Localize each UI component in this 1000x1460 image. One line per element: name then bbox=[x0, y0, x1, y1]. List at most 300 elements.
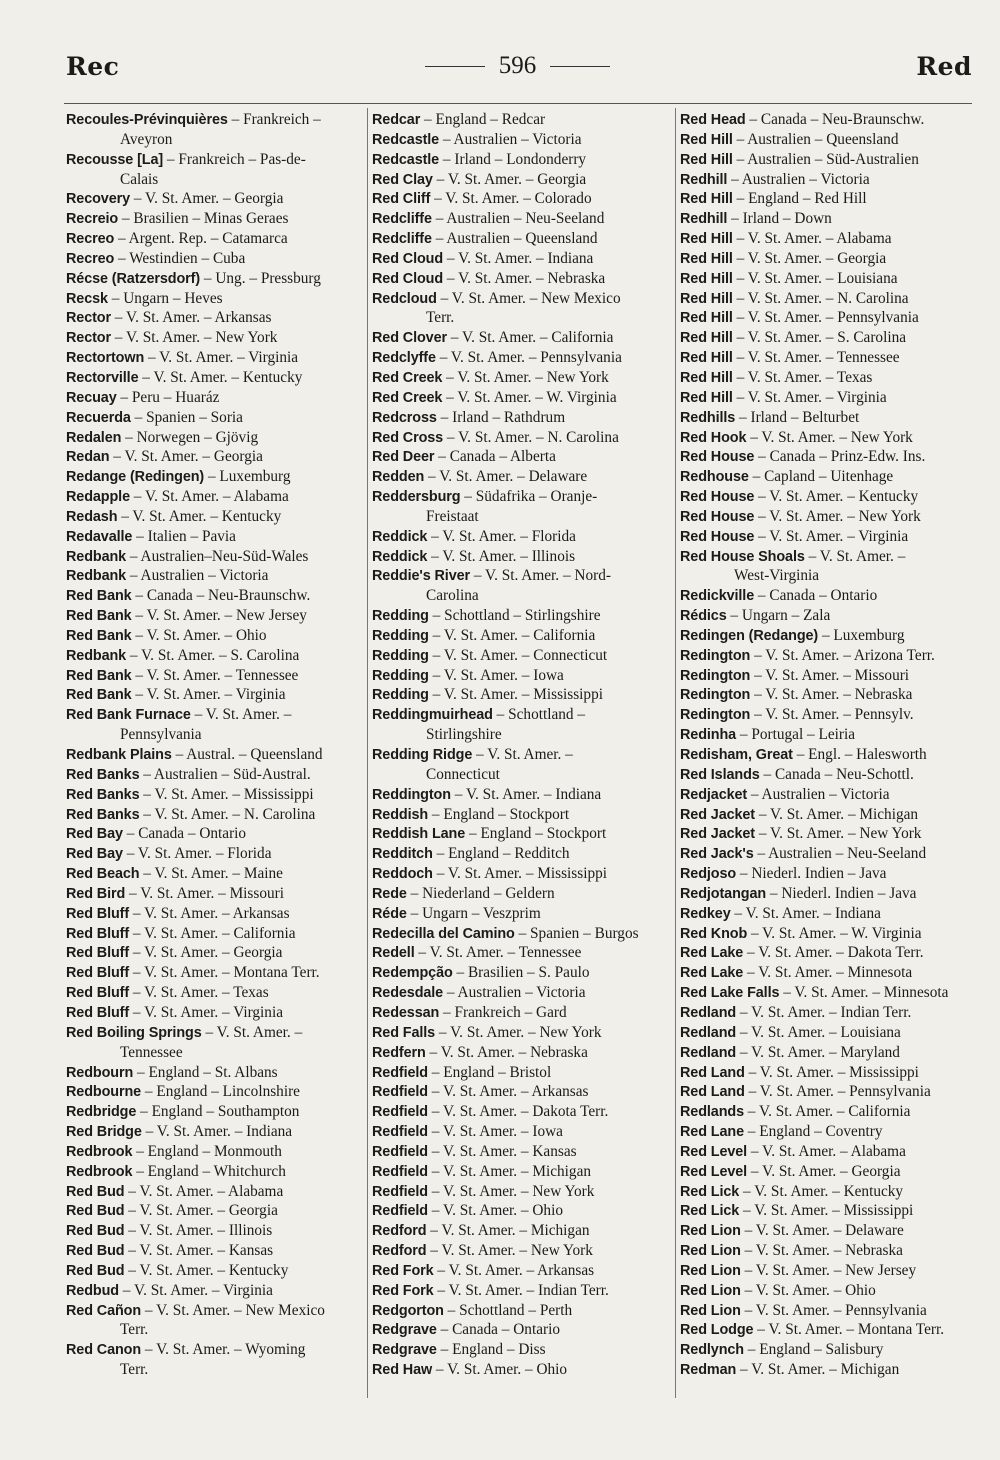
entry-headword: Red Cañon bbox=[66, 1302, 142, 1319]
entry-location: – V. St. Amer. – California bbox=[743, 1103, 911, 1121]
header-rule-left bbox=[425, 66, 485, 67]
entry-headword: Red Bud bbox=[66, 1203, 125, 1220]
gazetteer-entry bbox=[372, 705, 672, 725]
entry-headword: Red House Shoals bbox=[680, 548, 805, 565]
entry-location: – V. St. Amer. – New York bbox=[427, 1182, 595, 1200]
entry-headword: Red Cloud bbox=[372, 270, 444, 287]
entry-headword: Redlynch bbox=[680, 1342, 744, 1359]
entry-headword: Red Bank Furnace bbox=[66, 707, 191, 724]
header-divider bbox=[64, 103, 972, 104]
gazetteer-entry bbox=[680, 467, 976, 487]
entry-headword: Redcross bbox=[372, 409, 437, 426]
entry-location: – V. St. Amer. – Maryland bbox=[736, 1043, 900, 1061]
entry-headword: Red Lake Falls bbox=[680, 985, 780, 1002]
entry-headword: Redhill bbox=[680, 171, 728, 188]
entry-location: – V. St. Amer. – Texas bbox=[732, 368, 873, 386]
gazetteer-entry bbox=[372, 150, 672, 170]
entry-headword: Rédics bbox=[680, 608, 727, 625]
gazetteer-entry bbox=[372, 904, 672, 924]
entry-location: – V. St. Amer. – Indiana bbox=[141, 1123, 293, 1141]
entry-location: – Irland – Down bbox=[727, 210, 832, 228]
continuation-text: Aveyron bbox=[120, 130, 173, 148]
entry-location: – V. St. Amer. – Ohio bbox=[131, 626, 267, 644]
entry-location: – V. St. Amer. – Virginia bbox=[131, 686, 286, 704]
entry-location: – England – Lincolnshire bbox=[141, 1083, 300, 1101]
entry-headword: Redcar bbox=[372, 112, 421, 128]
gazetteer-entry bbox=[372, 467, 672, 487]
entry-location: – V. St. Amer. – Virginia bbox=[129, 1003, 283, 1021]
entry-location: – Australien – Victoria bbox=[443, 984, 586, 1002]
gazetteer-entry bbox=[680, 1023, 976, 1043]
entry-location: – V. St. Amer. – Virginia bbox=[144, 349, 299, 367]
entry-location: – V. St. Amer. – Delaware bbox=[424, 468, 588, 486]
gazetteer-entry bbox=[66, 527, 364, 547]
entry-location: – Irland – Rathdrum bbox=[436, 408, 566, 426]
entry-location: – V. St. Amer. – Connecticut bbox=[428, 646, 608, 664]
entry-headword: Redman bbox=[680, 1362, 737, 1379]
entry-headword: Red Bluff bbox=[66, 965, 130, 982]
entry-location: – V. St. Amer. – Kentucky bbox=[124, 1261, 289, 1279]
gazetteer-entry bbox=[372, 1221, 672, 1241]
gazetteer-entry bbox=[372, 626, 672, 646]
gazetteer-entry bbox=[372, 487, 672, 507]
gazetteer-entry bbox=[66, 1281, 364, 1301]
entry-headword: Red Level bbox=[680, 1143, 748, 1160]
entry-location: – Engl. – Halesworth bbox=[792, 746, 927, 763]
gazetteer-entry bbox=[66, 1221, 364, 1241]
entry-headword: Redbud bbox=[66, 1282, 119, 1299]
entry-headword: Redford bbox=[372, 1223, 427, 1240]
entry-location: – V. St. Amer. – Colorado bbox=[430, 190, 592, 208]
entry-location: – Canada – Neu-Braunschw. bbox=[131, 587, 311, 605]
entry-headword: Redfield bbox=[372, 1143, 428, 1160]
gazetteer-column-3 bbox=[680, 110, 976, 1400]
entry-headword: Red Creek bbox=[372, 389, 443, 406]
entry-headword: Redbank bbox=[66, 647, 127, 664]
entry-location: – Brasilien – S. Paulo bbox=[452, 964, 590, 982]
gazetteer-entry bbox=[66, 289, 364, 309]
entry-headword: Red Bluff bbox=[66, 1004, 130, 1021]
entry-location: – Canada – Ontario bbox=[754, 587, 878, 605]
entry-location: – V. St. Amer. – New York bbox=[755, 825, 922, 843]
entry-location: – Canada – Ontario bbox=[122, 825, 247, 843]
gazetteer-entry bbox=[680, 1102, 976, 1122]
entry-headword: Red Bird bbox=[66, 885, 126, 902]
entry-headword: Red Fork bbox=[372, 1262, 434, 1279]
gazetteer-entry bbox=[66, 1122, 364, 1142]
entry-continuation bbox=[66, 170, 364, 190]
entry-headword: Red Cliff bbox=[372, 191, 431, 208]
gazetteer-entry bbox=[680, 348, 976, 368]
entry-location: – V. St. Amer. – California bbox=[129, 924, 296, 942]
entry-location: – V. St. Amer. – W. Virginia bbox=[747, 924, 922, 942]
entry-headword: Redickville bbox=[680, 588, 755, 605]
entry-location: – V. St. Amer. – Pennsylvania bbox=[740, 1301, 927, 1319]
gazetteer-entry bbox=[372, 606, 672, 626]
entry-headword: Red Banks bbox=[66, 766, 140, 783]
gazetteer-entry bbox=[680, 983, 976, 1003]
entry-headword: Redfield bbox=[372, 1183, 428, 1200]
entry-location: – England – Southampton bbox=[136, 1103, 300, 1121]
entry-headword: Reddoch bbox=[372, 866, 433, 883]
entry-headword: Red Hill bbox=[680, 350, 733, 367]
entry-headword: Red Jacket bbox=[680, 806, 755, 823]
entry-location: – Irland – Belturbet bbox=[735, 408, 860, 426]
entry-location: – Spanien – Soria bbox=[130, 408, 243, 426]
entry-headword: Redgrave bbox=[372, 1342, 437, 1359]
entry-headword: Redjoso bbox=[680, 866, 737, 883]
continuation-text: West-Virginia bbox=[734, 567, 820, 585]
entry-headword: Redesdale bbox=[372, 985, 444, 1002]
gazetteer-entry bbox=[680, 1241, 976, 1261]
entry-headword: Red Bank bbox=[66, 588, 132, 605]
entry-headword: Redland bbox=[680, 1004, 737, 1021]
entry-location: – V. St. Amer. – Mississippi bbox=[428, 686, 603, 704]
entry-headword: Reddick bbox=[372, 548, 428, 565]
entry-location: – V. St. Amer. – Nord- bbox=[470, 567, 611, 585]
entry-location: – Canada – Neu-Schottl. bbox=[759, 765, 914, 783]
entry-location: – Australien – Victoria bbox=[439, 130, 582, 148]
entry-headword: Red Bank bbox=[66, 608, 132, 625]
entry-location: – V. St. Amer. – Arkansas bbox=[433, 1261, 595, 1279]
entry-location: – V. St. Amer. – Alabama bbox=[129, 488, 289, 506]
entry-location: – V. St. Amer. – Kentucky bbox=[117, 507, 282, 525]
entry-headword: Red Lion bbox=[680, 1223, 741, 1240]
gazetteer-entry bbox=[680, 547, 976, 567]
gazetteer-entry bbox=[680, 189, 976, 209]
gazetteer-entry bbox=[680, 1221, 976, 1241]
gazetteer-entry bbox=[680, 963, 976, 983]
entry-headword: Redalen bbox=[66, 429, 122, 446]
gazetteer-entry bbox=[372, 388, 672, 408]
gazetteer-entry bbox=[680, 150, 976, 170]
gazetteer-entry bbox=[372, 428, 672, 448]
entry-headword: Red Lick bbox=[680, 1203, 740, 1220]
entry-location: – V. St. Amer. – Florida bbox=[122, 845, 272, 863]
gazetteer-entry bbox=[372, 824, 672, 844]
entry-location: – V. St. Amer. – New Mexico bbox=[436, 289, 621, 307]
page-number: 596 bbox=[498, 52, 537, 79]
entry-headword: Redbank Plains bbox=[66, 747, 172, 763]
entry-headword: Red Bluff bbox=[66, 985, 130, 1002]
gazetteer-entry bbox=[372, 943, 672, 963]
entry-headword: Red Lick bbox=[680, 1183, 740, 1200]
gazetteer-entry bbox=[66, 1182, 364, 1202]
gazetteer-entry bbox=[372, 1360, 672, 1380]
entry-headword: Red Land bbox=[680, 1064, 745, 1081]
entry-location: – Australien – Victoria bbox=[747, 785, 890, 803]
gazetteer-entry bbox=[66, 824, 364, 844]
gazetteer-entry bbox=[372, 844, 672, 864]
gazetteer-entry bbox=[680, 229, 976, 249]
entry-location: – V. St. Amer. – New York bbox=[754, 507, 921, 525]
gazetteer-entry bbox=[66, 1201, 364, 1221]
entry-location: – Westindien – Cuba bbox=[114, 249, 246, 267]
gazetteer-entry bbox=[680, 1082, 976, 1102]
entry-location: – Schottland – Stirlingshire bbox=[428, 607, 601, 625]
entry-location: – V. St. Amer. – Georgia bbox=[130, 190, 284, 208]
gazetteer-entry bbox=[372, 1201, 672, 1221]
entry-headword: Red Level bbox=[680, 1163, 748, 1180]
gazetteer-entry bbox=[66, 487, 364, 507]
entry-headword: Reddick bbox=[372, 528, 428, 545]
entry-headword: Redange (Redingen) bbox=[66, 469, 205, 486]
entry-headword: Reddington bbox=[372, 786, 451, 803]
entry-headword: Red Lion bbox=[680, 1243, 741, 1260]
gazetteer-entry bbox=[372, 1023, 672, 1043]
entry-location: – V. St. Amer. – Pennsylv. bbox=[750, 706, 914, 724]
entry-location: – Canada – Ontario bbox=[436, 1321, 560, 1339]
gazetteer-entry bbox=[66, 566, 364, 586]
entry-location: – England – Stockport bbox=[465, 825, 607, 843]
gazetteer-entry bbox=[372, 646, 672, 666]
gazetteer-entry bbox=[372, 685, 672, 705]
entry-headword: Red Jacket bbox=[680, 826, 755, 843]
entry-location: – England – Coventry bbox=[743, 1123, 883, 1141]
entry-location: – Niederland – Geldern bbox=[406, 884, 555, 902]
entry-location: – V. St. Amer. – Montana Terr. bbox=[753, 1321, 945, 1339]
entry-location: – Spanien – Burgos bbox=[514, 924, 639, 942]
gazetteer-entry bbox=[680, 130, 976, 150]
entry-headword: Red Bank bbox=[66, 667, 132, 684]
gazetteer-entry bbox=[680, 1043, 976, 1063]
entry-headword: Recuay bbox=[66, 389, 117, 406]
entry-location: – Australien–Neu-Süd-Wales bbox=[126, 547, 309, 565]
gazetteer-entry bbox=[66, 547, 364, 567]
entry-headword: Red Canon bbox=[66, 1342, 142, 1359]
gazetteer-entry bbox=[372, 1102, 672, 1122]
entry-headword: Redhouse bbox=[680, 469, 749, 486]
gazetteer-entry bbox=[372, 1162, 672, 1182]
entry-location: – V. St. Amer. – Kansas bbox=[124, 1242, 274, 1260]
entry-headword: Redditch bbox=[372, 846, 433, 863]
entry-location: – V. St. Amer. – Georgia bbox=[747, 1162, 901, 1180]
entry-location: – V. St. Amer. – Missouri bbox=[750, 666, 910, 684]
entry-location: – England – Whitchurch bbox=[132, 1162, 286, 1180]
gazetteer-entry bbox=[372, 785, 672, 805]
entry-location: – Luxemburg bbox=[204, 468, 291, 486]
gazetteer-entry bbox=[680, 368, 976, 388]
entry-headword: Redgrave bbox=[372, 1322, 437, 1339]
entry-headword: Redland bbox=[680, 1024, 737, 1041]
gazetteer-entry bbox=[372, 745, 672, 765]
entry-location: – England – Red Hill bbox=[732, 190, 867, 208]
entry-headword: Redingen (Redange) bbox=[680, 627, 819, 644]
entry-location: – V. St. Amer. – Mississippi bbox=[744, 1063, 919, 1081]
entry-location: – V. St. Amer. – Michigan bbox=[755, 805, 919, 823]
gazetteer-entry bbox=[66, 924, 364, 944]
entry-location: – V. St. Amer. – Georgia bbox=[129, 944, 283, 962]
entry-headword: Red Beach bbox=[66, 866, 140, 883]
entry-headword: Red Bud bbox=[66, 1183, 125, 1200]
entry-location: – Niederl. Indien – Java bbox=[766, 884, 917, 902]
entry-headword: Récse (Ratzersdorf) bbox=[66, 270, 201, 287]
entry-location: – England – Bristol bbox=[427, 1063, 552, 1081]
entry-continuation bbox=[372, 308, 672, 328]
entry-location: – England – Redcar bbox=[420, 111, 546, 128]
gazetteer-entry bbox=[372, 1261, 672, 1281]
gazetteer-entry bbox=[66, 685, 364, 705]
entry-headword: Redhill bbox=[680, 211, 728, 228]
page-header bbox=[0, 52, 1000, 96]
entry-location: – V. St. Amer. – Texas bbox=[129, 984, 269, 1002]
entry-headword: Red Banks bbox=[66, 806, 140, 823]
entry-headword: Redbridge bbox=[66, 1104, 137, 1121]
entry-headword: Red Hill bbox=[680, 270, 733, 287]
entry-location: – V. St. Amer. – Delaware bbox=[740, 1222, 904, 1240]
gazetteer-entry bbox=[66, 368, 364, 388]
gazetteer-entry bbox=[66, 1023, 364, 1043]
entry-headword: Recousse [La] bbox=[66, 151, 164, 168]
entry-location: – V. St. Amer. – Nebraska bbox=[740, 1242, 903, 1260]
entry-headword: Redding bbox=[372, 667, 429, 684]
entry-headword: Red House bbox=[680, 449, 755, 466]
entry-headword: Redash bbox=[66, 508, 118, 525]
gazetteer-entry bbox=[372, 963, 672, 983]
entry-headword: Redding bbox=[372, 627, 429, 644]
entry-location: – V. St. Amer. – Michigan bbox=[426, 1222, 590, 1240]
entry-headword: Red Land bbox=[680, 1084, 745, 1101]
entry-headword: Redempção bbox=[372, 965, 453, 982]
entry-headword: Red Lodge bbox=[680, 1322, 754, 1339]
gazetteer-entry bbox=[680, 1301, 976, 1321]
entry-headword: Redclyffe bbox=[372, 350, 436, 367]
entry-location: – V. St. Amer. – Indian Terr. bbox=[433, 1281, 609, 1299]
entry-location: – Frankreich – bbox=[227, 111, 321, 128]
entry-location: – Capland – Uitenhage bbox=[748, 468, 894, 486]
entry-location: – V. St. Amer. – Tennessee bbox=[131, 666, 299, 684]
gazetteer-entry bbox=[372, 189, 672, 209]
entry-location: – V. St. Amer. – Georgia bbox=[732, 249, 887, 267]
gazetteer-entry bbox=[680, 1201, 976, 1221]
entry-headword: Redfern bbox=[372, 1044, 426, 1061]
gazetteer-entry bbox=[372, 864, 672, 884]
gazetteer-entry bbox=[66, 408, 364, 428]
entry-location: – Australien – Queensland bbox=[732, 130, 899, 148]
entry-location: – England – Redditch bbox=[432, 845, 570, 863]
entry-headword: Redisham, Great bbox=[680, 747, 793, 763]
gazetteer-entry bbox=[372, 1122, 672, 1142]
gazetteer-entry bbox=[66, 249, 364, 269]
entry-location: – V. St. Amer. – Indiana bbox=[443, 249, 594, 267]
entry-continuation bbox=[66, 1320, 364, 1340]
entry-location: – V. St. Amer. – California bbox=[446, 329, 614, 347]
entry-location: – V. St. Amer. – Michigan bbox=[427, 1162, 592, 1180]
entry-location: – Austral. – Queensland bbox=[171, 746, 323, 763]
gazetteer-entry bbox=[66, 844, 364, 864]
gazetteer-entry bbox=[66, 467, 364, 487]
entry-headword: Red Bluff bbox=[66, 925, 130, 942]
entry-location: – V. St. Amer. – Montana Terr. bbox=[129, 964, 320, 982]
entry-headword: Réde bbox=[372, 905, 407, 922]
gazetteer-entry bbox=[66, 904, 364, 924]
entry-headword: Red Lake bbox=[680, 965, 744, 982]
entry-location: – V. St. Amer. – Alabama bbox=[124, 1182, 284, 1200]
entry-location: – Canada – Neu-Braunschw. bbox=[745, 111, 925, 128]
entry-location: – V. St. Amer. – Ohio bbox=[427, 1202, 563, 1220]
gazetteer-entry bbox=[66, 1241, 364, 1261]
entry-location: – V. St. Amer. – Virginia bbox=[754, 527, 909, 545]
entry-headword: Redington bbox=[680, 647, 751, 664]
entry-location: – V. St. Amer. – Tennessee bbox=[732, 349, 900, 367]
gazetteer-entry bbox=[680, 1261, 976, 1281]
gazetteer-entry bbox=[680, 884, 976, 904]
column-divider bbox=[675, 108, 676, 1398]
entry-headword: Redcliffe bbox=[372, 211, 432, 228]
entry-location: – V. St. Amer. – bbox=[472, 746, 573, 763]
gazetteer-entry bbox=[680, 646, 976, 666]
entry-location: – V. St. Amer. – Nebraska bbox=[425, 1043, 588, 1061]
gazetteer-entry bbox=[372, 1142, 672, 1162]
entry-location: – England – St. Albans bbox=[133, 1063, 278, 1081]
entry-headword: Redfield bbox=[372, 1084, 428, 1101]
gazetteer-entry bbox=[680, 269, 976, 289]
entry-headword: Redan bbox=[66, 449, 110, 466]
entry-headword: Recoules-Prévinquières bbox=[66, 112, 228, 128]
continuation-text: Terr. bbox=[120, 1321, 149, 1339]
gazetteer-entry bbox=[680, 308, 976, 328]
entry-location: – Südafrika – Oranje- bbox=[460, 488, 598, 506]
gazetteer-entry bbox=[372, 229, 672, 249]
entry-headword: Red Lane bbox=[680, 1124, 744, 1141]
entry-headword: Redjotangan bbox=[680, 885, 767, 902]
gazetteer-column-1 bbox=[66, 110, 364, 1400]
gazetteer-entry bbox=[66, 507, 364, 527]
entry-location: – V. St. Amer. – Arizona Terr. bbox=[750, 646, 935, 664]
entry-location: – V. St. Amer. – Louisiana bbox=[732, 269, 898, 287]
entry-location: – Australien – Victoria bbox=[126, 567, 269, 585]
entry-headword: Red Hill bbox=[680, 191, 733, 208]
gazetteer-entry bbox=[372, 348, 672, 368]
gazetteer-entry bbox=[66, 1063, 364, 1083]
entry-location: – V. St. Amer. – Iowa bbox=[428, 666, 564, 684]
gazetteer-entry bbox=[66, 646, 364, 666]
entry-headword: Red House bbox=[680, 528, 755, 545]
entry-headword: Red Bank bbox=[66, 687, 132, 704]
entry-location: – V. St. Amer. – Mississippi bbox=[432, 865, 607, 883]
entry-headword: Redbank bbox=[66, 548, 127, 565]
entry-location: – V. St. Amer. – Minnesota bbox=[779, 984, 949, 1002]
gazetteer-entry bbox=[66, 586, 364, 606]
entry-headword: Redding Ridge bbox=[372, 747, 473, 763]
gazetteer-entry bbox=[680, 844, 976, 864]
entry-headword: Red Knob bbox=[680, 925, 748, 942]
entry-headword: Red Banks bbox=[66, 786, 140, 803]
entry-headword: Red Hill bbox=[680, 231, 733, 248]
gazetteer-entry bbox=[680, 685, 976, 705]
entry-headword: Red House bbox=[680, 489, 755, 506]
entry-headword: Reddish bbox=[372, 806, 429, 823]
entry-location: – V. St. Amer. – Virginia bbox=[732, 388, 887, 406]
entry-location: – V. St. Amer. – Tennessee bbox=[414, 944, 582, 962]
gazetteer-entry bbox=[680, 666, 976, 686]
gazetteer-entry bbox=[66, 447, 364, 467]
entry-location: – V. St. Amer. – Louisiana bbox=[736, 1023, 901, 1041]
entry-headword: Red Bud bbox=[66, 1262, 125, 1279]
entry-location: – V. St. Amer. – Arkansas bbox=[129, 904, 290, 922]
entry-location: – Canada – Alberta bbox=[434, 448, 556, 466]
entry-headword: Redfield bbox=[372, 1064, 428, 1081]
entry-headword: Red Bay bbox=[66, 826, 123, 843]
entry-headword: Redessan bbox=[372, 1004, 440, 1021]
entry-location: – Irland – Londonderry bbox=[439, 150, 587, 168]
gazetteer-entry bbox=[66, 328, 364, 348]
entry-location: – Brasilien – Minas Geraes bbox=[118, 210, 289, 228]
gazetteer-entry bbox=[680, 805, 976, 825]
gazetteer-entry bbox=[372, 1241, 672, 1261]
entry-headword: Red Deer bbox=[372, 449, 435, 466]
continuation-text: Stirlingshire bbox=[426, 726, 502, 744]
